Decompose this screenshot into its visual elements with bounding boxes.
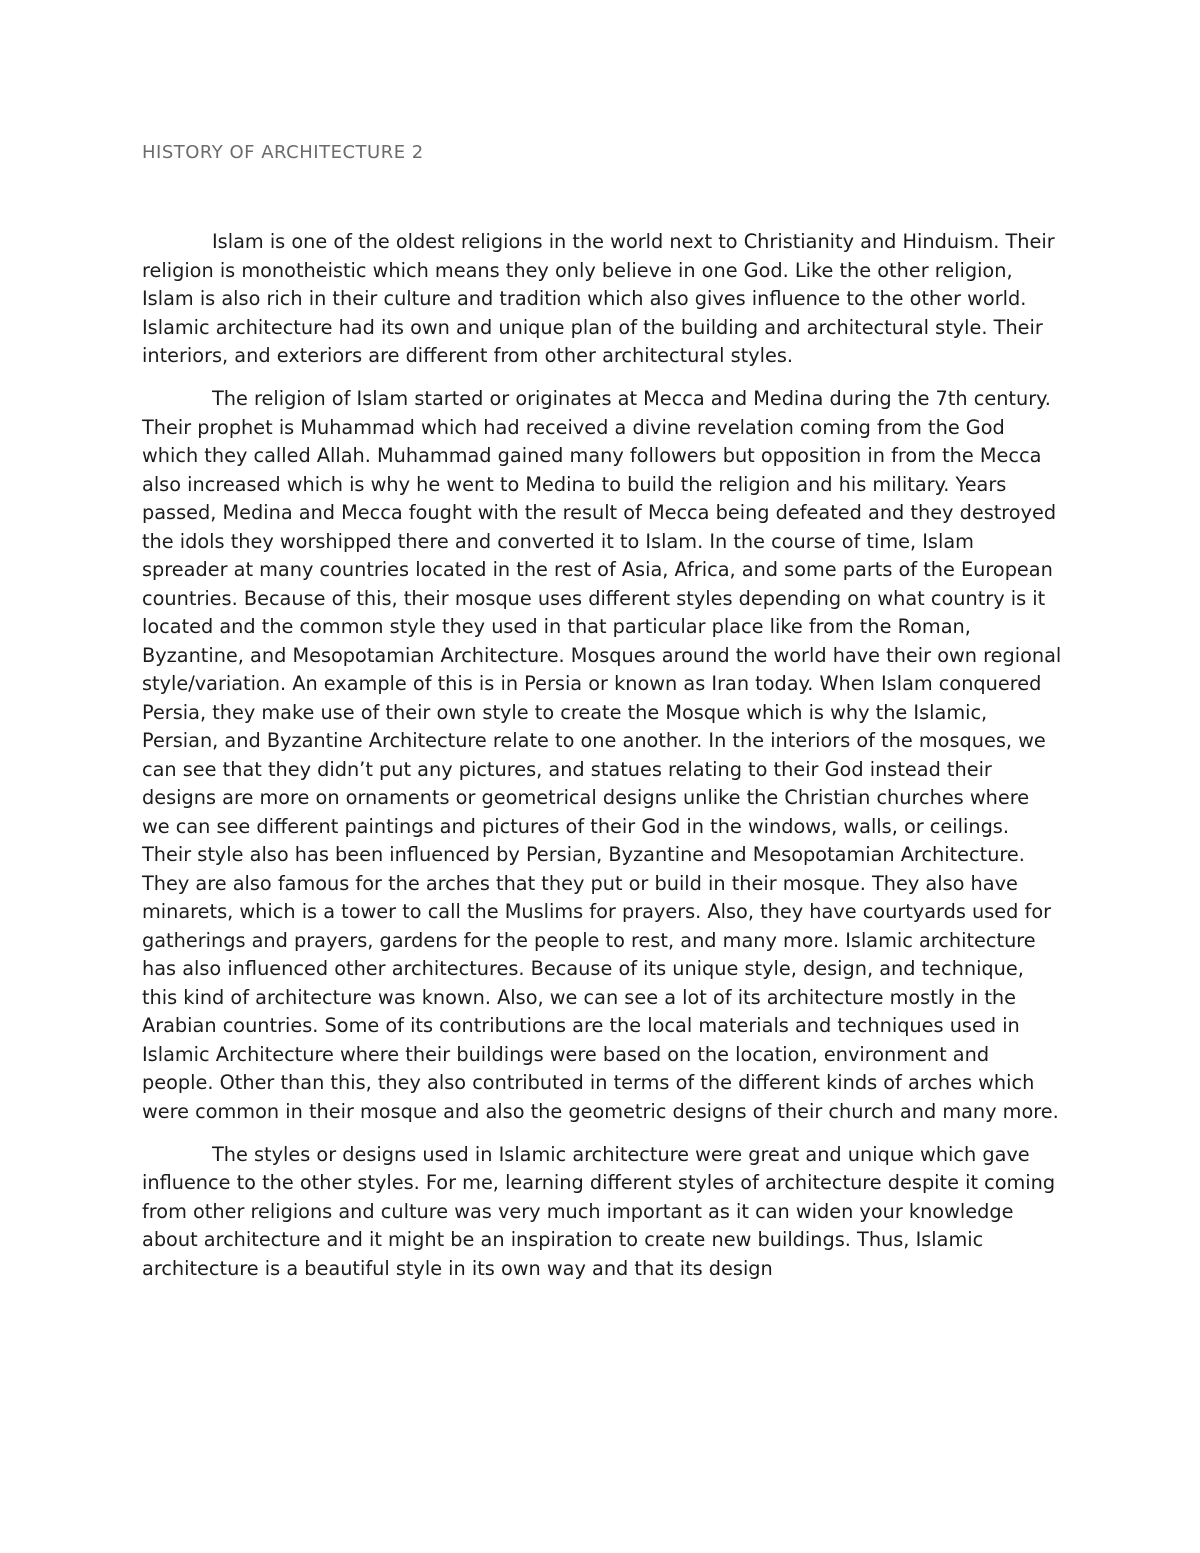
- paragraph-conclusion: The styles or designs used in Islamic architecture were great and unique which gave influence to the other styles. For me, learning different styles of architecture despite it coming from other religions and culture was very much important as it can widen your knowledge about architecture and it might be an inspiration to create new buildings. Thus, Islamic architecture is a beautiful style in its own way and that its design: [142, 1142, 1056, 1280]
- document-body: [142, 228, 1062, 1298]
- page-header: HISTORY OF ARCHITECTURE 2: [142, 142, 424, 163]
- paragraph-intro: Islam is one of the oldest religions in the world next to Christianity and Hinduism. Their religion is monotheistic which means they only believe in one God. Like the other religion, Islam is also rich in their culture and tradition which also gives influence to the other world. Islamic architecture had its own and unique plan of the building and architectural style. Their interiors, and exteriors are different from other architectural styles.: [142, 230, 1055, 367]
- paragraph-history: The religion of Islam started or originates at Mecca and Medina during the 7th century. Their prophet is Muhammad which had received a divine revelation coming from the God which they called Allah. Muhammad gained many followers but opposition in from the Mecca also increased which is why he went to Medina to build the religion and his military. Years passed, Medina and Mecca fought with the result of Mecca being defeated and they destroyed the idols they worshipped there and converted it to Islam. In the course of time, Islam spreader at many countries located in the rest of Asia, Africa, and some parts of the European countries. Because of this, their mosque uses different styles depending on what country is it located and the common style they used in that particular place like from the Roman, Byzantine, and Mesopotamian Architecture. Mosques around the world have their own regional style/variation. An example of this is in Persia or known as Iran today. When Islam conquered Persia, they make use of their own style to create the Mosque which is why the Islamic, Persian, and Byzantine Architecture relate to one another. In the interiors of the mosques, we can see that they didn’t put any pictures, and statues relating to their God instead their designs are more on ornaments or geometrical designs unlike the Christian churches where we can see different paintings and pictures of their God in the windows, walls, or ceilings. Their style also has been influenced by Persian, Byzantine and Mesopotamian Architecture. They are also famous for the arches that they put or build in their mosque. They also have minarets, which is a tower to call the Muslims for prayers. Also, they have courtyards used for gatherings and prayers, gardens for the people to rest, and many more. Islamic architecture has also influenced other architectures. Because of its unique style, design, and technique, this kind of architecture was known. Also, we can see a lot of its architecture mostly in the Arabian countries. Some of its contributions are the local materials and techniques used in Islamic Architecture where their buildings were based on the location, environment and people. Other than this, they also contributed in terms of the different kinds of arches which were common in their mosque and also the geometric designs of their church and many more.: [142, 387, 1062, 1123]
